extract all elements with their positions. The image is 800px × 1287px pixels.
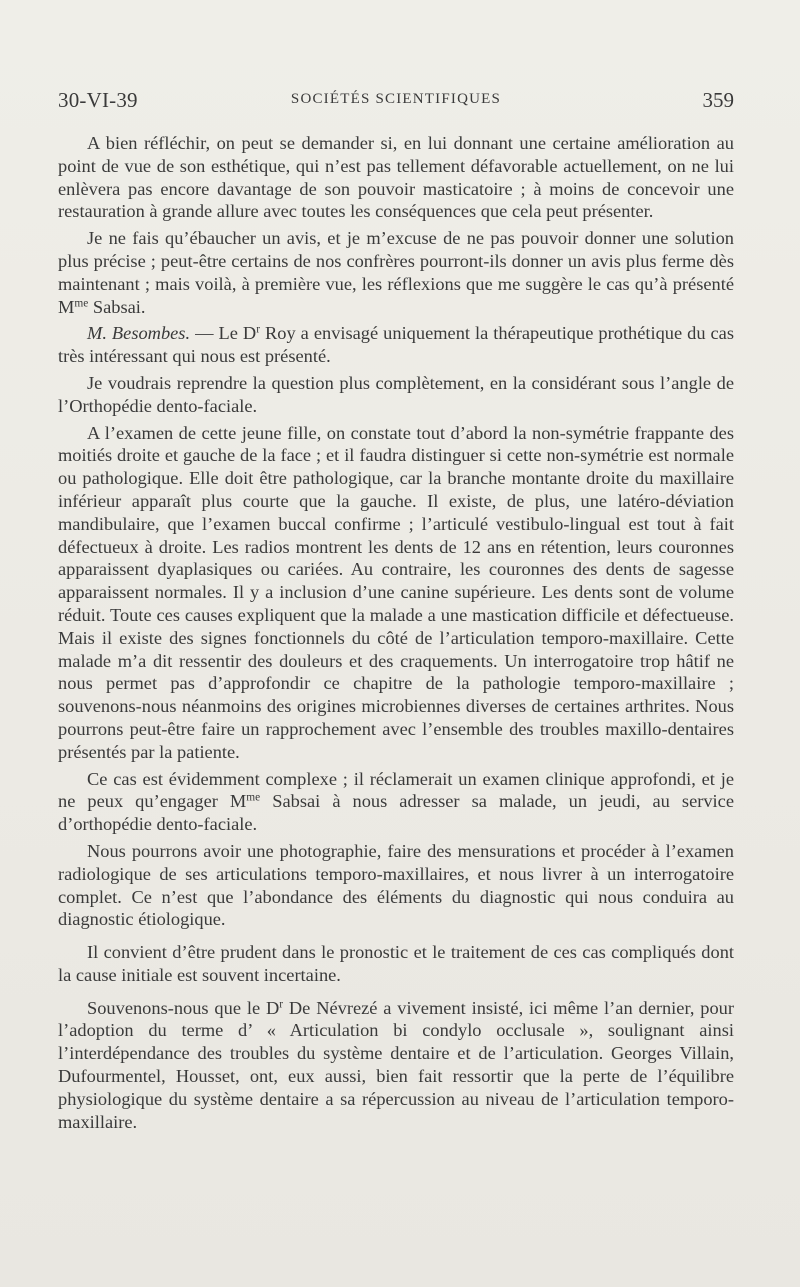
paragraph xyxy=(58,322,734,368)
paragraph xyxy=(58,132,734,223)
paragraph-text: A bien réfléchir, on peut se demander si, en lui donnant une certaine amélioration au point de vue de son esthétique, qui n’est pas tellement défavorable actuellement, on ne lui enlèvera pas encore davantage de son pouvoir masticatoire ; à moins de concevoir une restauration à grande allure avec toutes les conséquences que cela peut présenter. xyxy=(58,133,734,222)
body-text xyxy=(58,132,734,1137)
paragraph-text: Je voudrais reprendre la question plus complètement, en la considérant sous l’angle de l’Orthopédie dento-faciale. xyxy=(58,372,734,416)
honorific-superscript: me xyxy=(74,297,89,310)
person-name: Sabsai. xyxy=(92,296,146,317)
honorific: M xyxy=(58,296,75,317)
honorific-superscript: r xyxy=(256,324,260,337)
header-date: 30-VI-39 xyxy=(58,88,138,112)
paragraph-text: Nous pourrons avoir une photographie, faire des mensurations et procéder à l’examen radiologique de ses articulations temporo-maxillaires, et nous livrer à un interrogatoire complet. Ce n’est que l’abondance des éléments du diagnostic qui nous conduira au diagnostic étiologique. xyxy=(58,840,734,930)
paragraph-text: Je ne fais qu’ébaucher un avis, et je m’excuse de ne pas pouvoir donner une solution plus précise ; peut-être certains de nos confrères pourront-ils donner un avis plus ferme dès maintenant ; mais voilà, à première vue, les réflexions que me suggère le cas qu’à présenté xyxy=(58,228,734,294)
paragraph-text: Roy a envisagé uniquement la thérapeutique prothétique du cas très intéressant qui nous est présenté. xyxy=(58,323,735,367)
paragraph xyxy=(58,997,734,1134)
paragraph-text: — Le D xyxy=(195,323,257,344)
honorific-superscript: r xyxy=(279,998,284,1011)
page-number: 359 xyxy=(702,88,734,112)
speaker-name: M. Besombes. xyxy=(87,323,191,344)
paragraph xyxy=(58,422,734,764)
paragraph-text: De Névrezé a vivement insisté, ici même l’an dernier, pour l’adoption du terme d’ « Articulation bi condylo occlusale », soulignant ainsi l’interdépendance des troubles du système dentaire et de l’articulation. Georges Villain, Dufourmentel, Housset, ont, eux aussi, bien fait ressortir que la perte de l’équilibre physiologique du système dentaire a sa répercussion au niveau de l’articulation temporo-maxillaire. xyxy=(58,997,734,1132)
running-header xyxy=(58,88,734,118)
paragraph-text: Souvenons-nous que le D xyxy=(87,997,280,1018)
paragraph-text: A l’examen de cette jeune fille, on constate tout d’abord la non-symétrie frappante des moitiés droite et gauche de la face ; et il faudra distinguer si cette non-symétrie est normale ou pathologique. Elle doit être pathologique, car la branche montante droite du maxillaire inférieur apparaît plus courte que la gauche. Il existe, de plus, une latéro-déviation mandibulaire, que l’examen buccal confirme ; l’articulé vestibulo-lingual est tout à fait défectueux à droite. Les radios montrent les dents de 12 ans en rétention, leurs couronnes apparaissent dyaplasiques ou cariées. Au contraire, les couronnes des dents de sagesse apparaissent normales. Il y a inclusion d’une canine supérieure. Les dents sont de volume réduit. Toute ces causes expliquent que la malade a une mastication difficile et défectueuse. Mais il existe des signes fonctionnels du côté de l’articulation temporo-maxillaire. Cette malade m’a dit ressentir des douleurs et des craquements. Un interrogatoire trop hâtif ne nous permet pas d’approfondir ce chapitre de la pathologie temporo-maxillaire ; souvenons-nous néanmoins des origines microbiennes diverses de certaines arthrites. Nous pourrons peut-être faire un rapprochement avec l’ensemble des troubles maxillo-dentaires présentés par la patiente. xyxy=(58,422,734,762)
paragraph-text: Sabsai à nous adresser sa malade, un jeudi, au service d’orthopédie dento-faciale. xyxy=(58,791,734,835)
paragraph xyxy=(58,840,734,931)
paragraph xyxy=(58,768,734,836)
paragraph-text: Il convient d’être prudent dans le pronostic et le traitement de ces cas compliqués dont la cause initiale est souvent incertaine. xyxy=(58,942,734,985)
paragraph xyxy=(58,227,734,318)
honorific-superscript: me xyxy=(246,792,261,805)
paragraph-text: Ce cas est évidemment complexe ; il réclamerait un examen clinique approfondi, et je ne peux qu’engager M xyxy=(58,768,734,812)
paragraph xyxy=(58,372,734,418)
paragraph xyxy=(58,941,734,987)
running-title: SOCIÉTÉS SCIENTIFIQUES xyxy=(290,91,502,107)
